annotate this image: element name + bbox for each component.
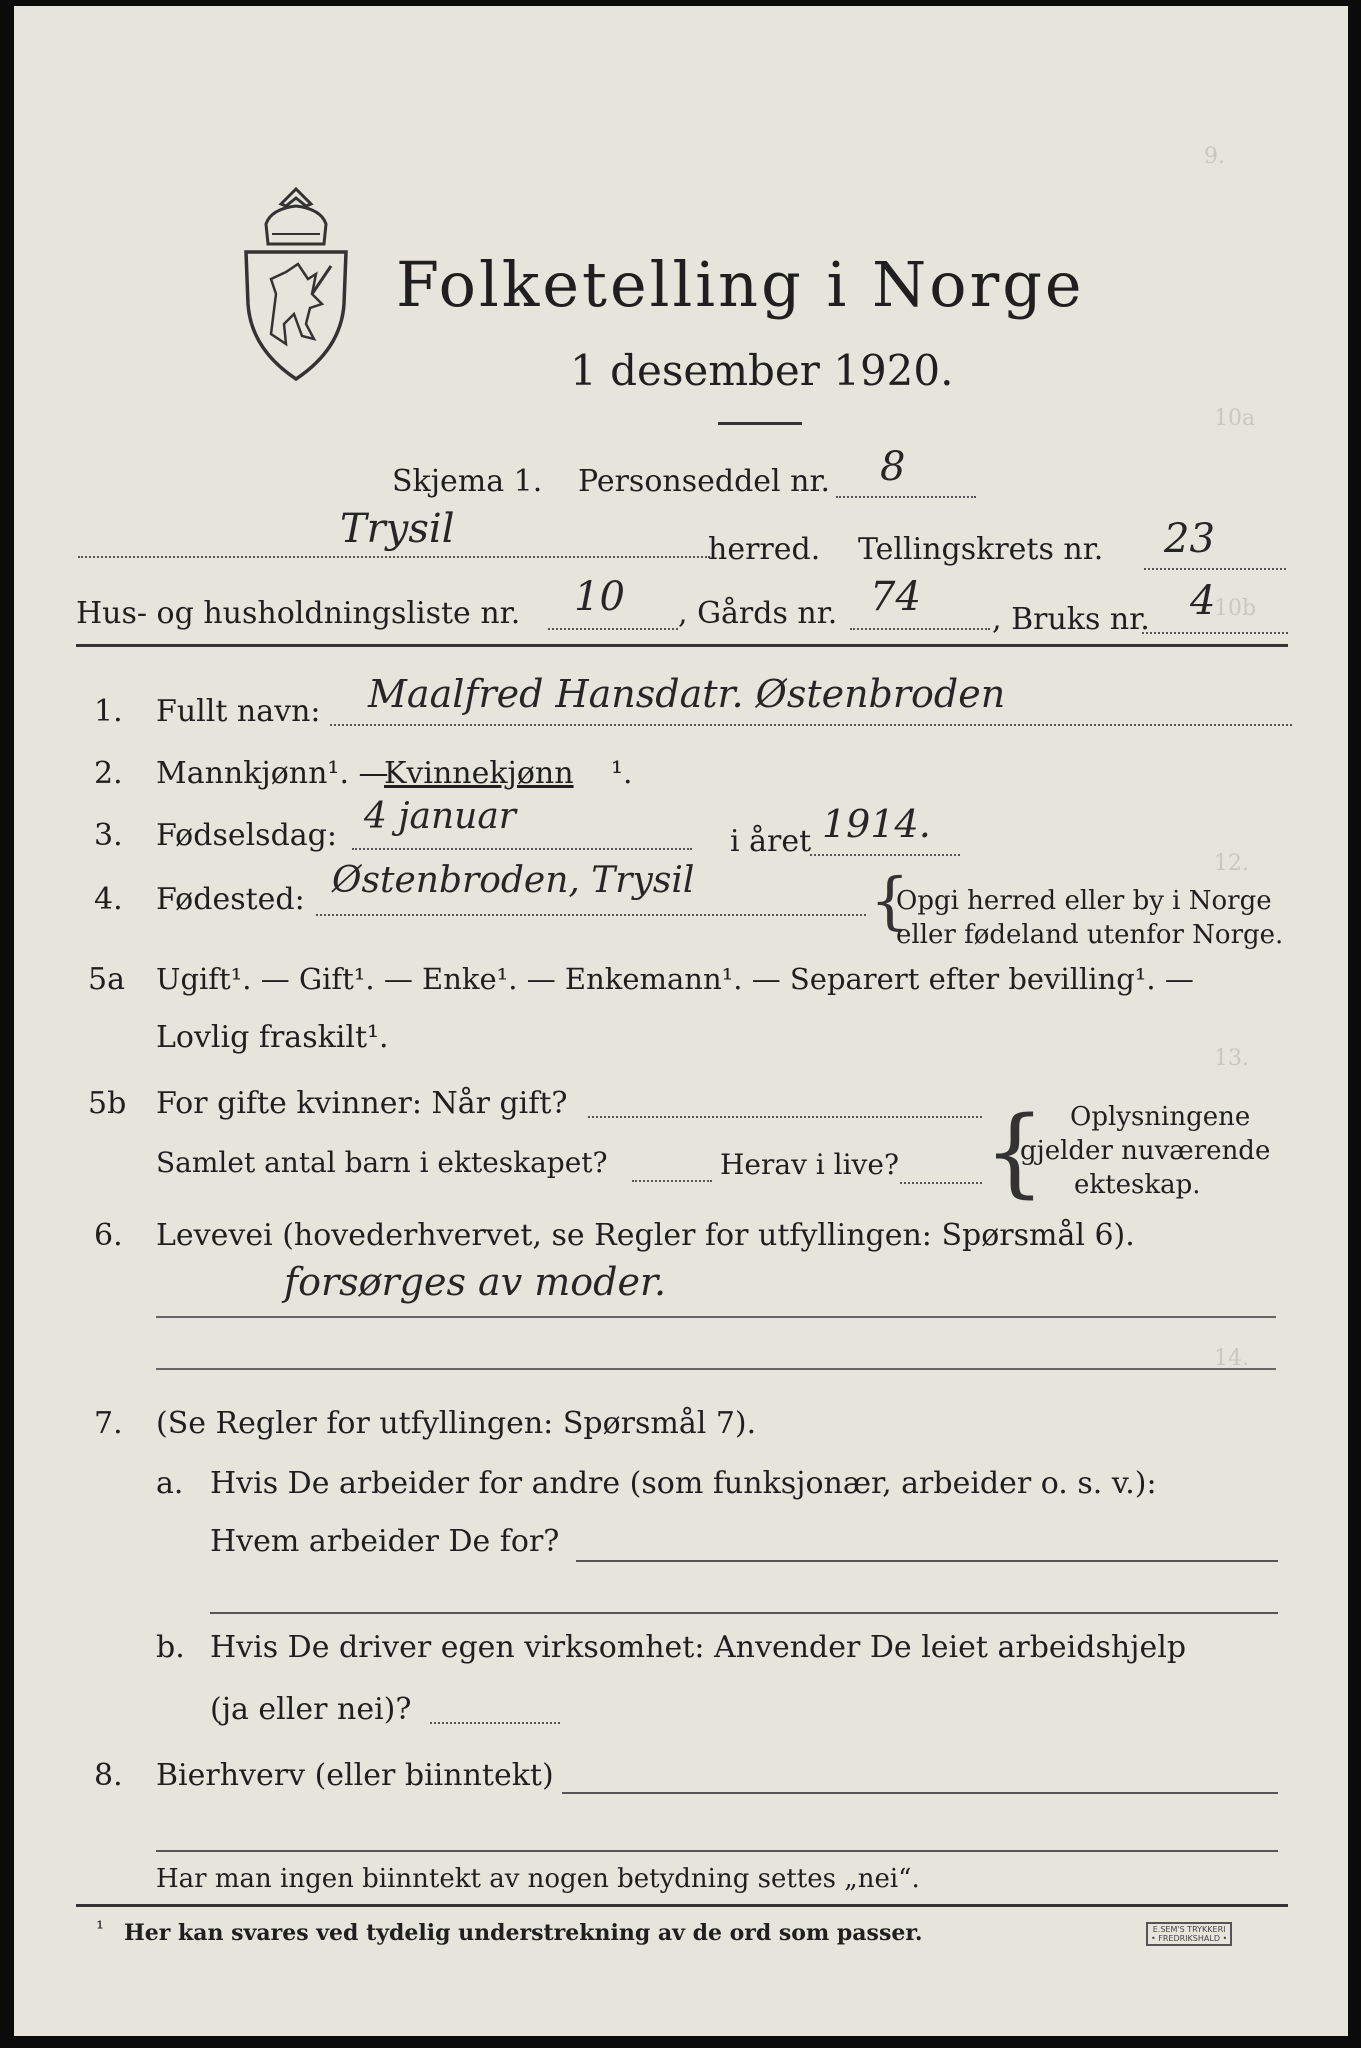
bleed-through-text: 10a [1214,406,1256,431]
skjema-label: Skjema 1. [392,464,543,499]
printer-stamp [1146,1922,1232,1946]
husholdningsliste-line [548,628,678,630]
q7b-answer-line [430,1722,560,1724]
q6-occupation-value: forsørges av moder. [284,1260,667,1304]
q6-number: 6. [94,1218,123,1253]
herred-value: Trysil [340,506,455,552]
tellingskrets-value: 23 [1164,516,1215,562]
q2-mannkjonn: Mannkjønn¹. — [156,756,389,791]
q4-line [316,914,866,916]
footnote-text: Her kan svares ved tydelig understrekning av de ord som passer. [124,1920,923,1946]
printer-stamp-line1: E.SEM'S TRYKKERI [1152,1925,1226,1934]
census-date: 1 desember 1920. [570,346,954,395]
q7a-answer-line [576,1560,1278,1562]
q2-kvinnekjonn-footnote: ¹. [611,756,633,791]
personseddel-label: Personseddel nr. [578,464,831,499]
q8-answer-line [562,1792,1278,1794]
q5b-note-line2: gjelder nuværende [1020,1136,1271,1166]
herred-label: herred. [708,532,821,567]
gards-value: 74 [870,574,921,620]
q7-label: (Se Regler for utfyllingen: Spørsmål 7). [156,1406,757,1441]
q4-birthplace-value: Østenbroden, Trysil [332,860,695,901]
q7b-line2: (ja eller nei)? [210,1692,412,1727]
q1-line [330,724,1292,726]
q6-label: Levevei (hovederhvervet, se Regler for utfyllingen: Spørsmål 6). [156,1218,1135,1253]
q1-name-value: Maalfred Hansdatr. Østenbroden [368,672,1006,716]
q7a-letter: a. [156,1466,184,1501]
q5a-number: 5a [88,962,125,997]
q7b-letter: b. [156,1630,185,1665]
q2-number: 2. [94,756,123,791]
q5a-options-line2: Lovlig fraskilt¹. [156,1020,389,1055]
q5b-line1: For gifte kvinner: Når gift? [156,1086,568,1121]
q7b-line1: Hvis De driver egen virksomhet: Anvender De leiet arbeidshjelp [210,1630,1187,1665]
herred-line [78,556,710,558]
q3-label: Fødselsdag: [156,818,337,853]
q4-note-line1: Opgi herred eller by i Norge [896,886,1272,916]
bleed-through-text: 9. [1204,144,1225,169]
header-separator [76,644,1288,647]
q7a-answer-line2 [210,1612,1278,1614]
q4-brace: { [870,864,910,937]
q7a-line2: Hvem arbeider De for? [210,1524,560,1559]
q3-year-line [810,854,960,856]
personseddel-line [836,496,976,498]
bleed-through-text: 13. [1214,1046,1249,1071]
personseddel-value: 8 [880,444,906,490]
q1-number: 1. [94,694,123,729]
form-title: Folketelling i Norge [396,248,1085,321]
q5b-children-label: Samlet antal barn i ekteskapet? [156,1146,608,1179]
footnote-mark: ¹ [96,1916,105,1940]
q5a-options-line1: Ugift¹. — Gift¹. — Enke¹. — Enkemann¹. — Separert efter bevilling¹. — [156,962,1194,996]
title-rule [718,422,802,425]
q6-line1 [156,1316,1276,1318]
q1-label: Fullt navn: [156,694,321,729]
q6-line2 [156,1368,1276,1370]
bruks-label: , Bruks nr. [992,602,1150,637]
husholdningsliste-value: 10 [574,574,625,620]
q5b-alive-label: Herav i live? [720,1148,899,1181]
q5b-children-line [632,1180,712,1182]
q5b-alive-line [900,1182,982,1184]
census-form-page [14,6,1348,2036]
q4-label: Fødested: [156,882,305,917]
q8-label: Bierhverv (eller biinntekt) [156,1758,554,1793]
q2-kvinnekjonn-underlined: Kvinnekjønn [384,756,574,791]
bruks-line [1142,632,1288,634]
q5b-note-line3: ekteskap. [1074,1170,1201,1200]
gards-label: , Gårds nr. [678,596,838,631]
q4-number: 4. [94,882,123,917]
q7-number: 7. [94,1406,123,1441]
q8-answer-line2 [156,1850,1278,1852]
q5b-married-line [588,1116,982,1118]
bleed-through-text: 12. [1214,851,1249,876]
gards-line [850,628,990,630]
q8-number: 8. [94,1758,123,1793]
bleed-through-text: 10b [1214,596,1257,621]
q3-number: 3. [94,818,123,853]
q4-note-line2: eller fødeland utenfor Norge. [896,920,1284,950]
biinntekt-note: Har man ingen biinntekt av nogen betydning settes „nei“. [156,1864,920,1894]
q7a-line1: Hvis De arbeider for andre (som funksjonær, arbeider o. s. v.): [210,1466,1157,1501]
q5b-brace: { [984,1096,1046,1208]
bleed-through-text: 14. [1214,1346,1249,1371]
q3-birthday-value: 4 januar [364,796,517,837]
husholdningsliste-label: Hus- og husholdningsliste nr. [76,596,521,631]
footer-separator [76,1904,1288,1907]
q5b-note-line1: Oplysningene [1070,1102,1251,1132]
q5b-number: 5b [88,1086,127,1121]
tellingskrets-line [1144,568,1286,570]
norwegian-coat-of-arms-icon [236,184,356,384]
bruks-value: 4 [1190,578,1216,624]
printer-stamp-line2: • FREDRIKSHALD • [1151,1934,1228,1943]
q3-year-label: i året [730,824,812,859]
q3-year-value: 1914. [822,802,931,846]
q3-line [352,848,692,850]
tellingskrets-label: Tellingskrets nr. [858,532,1104,567]
